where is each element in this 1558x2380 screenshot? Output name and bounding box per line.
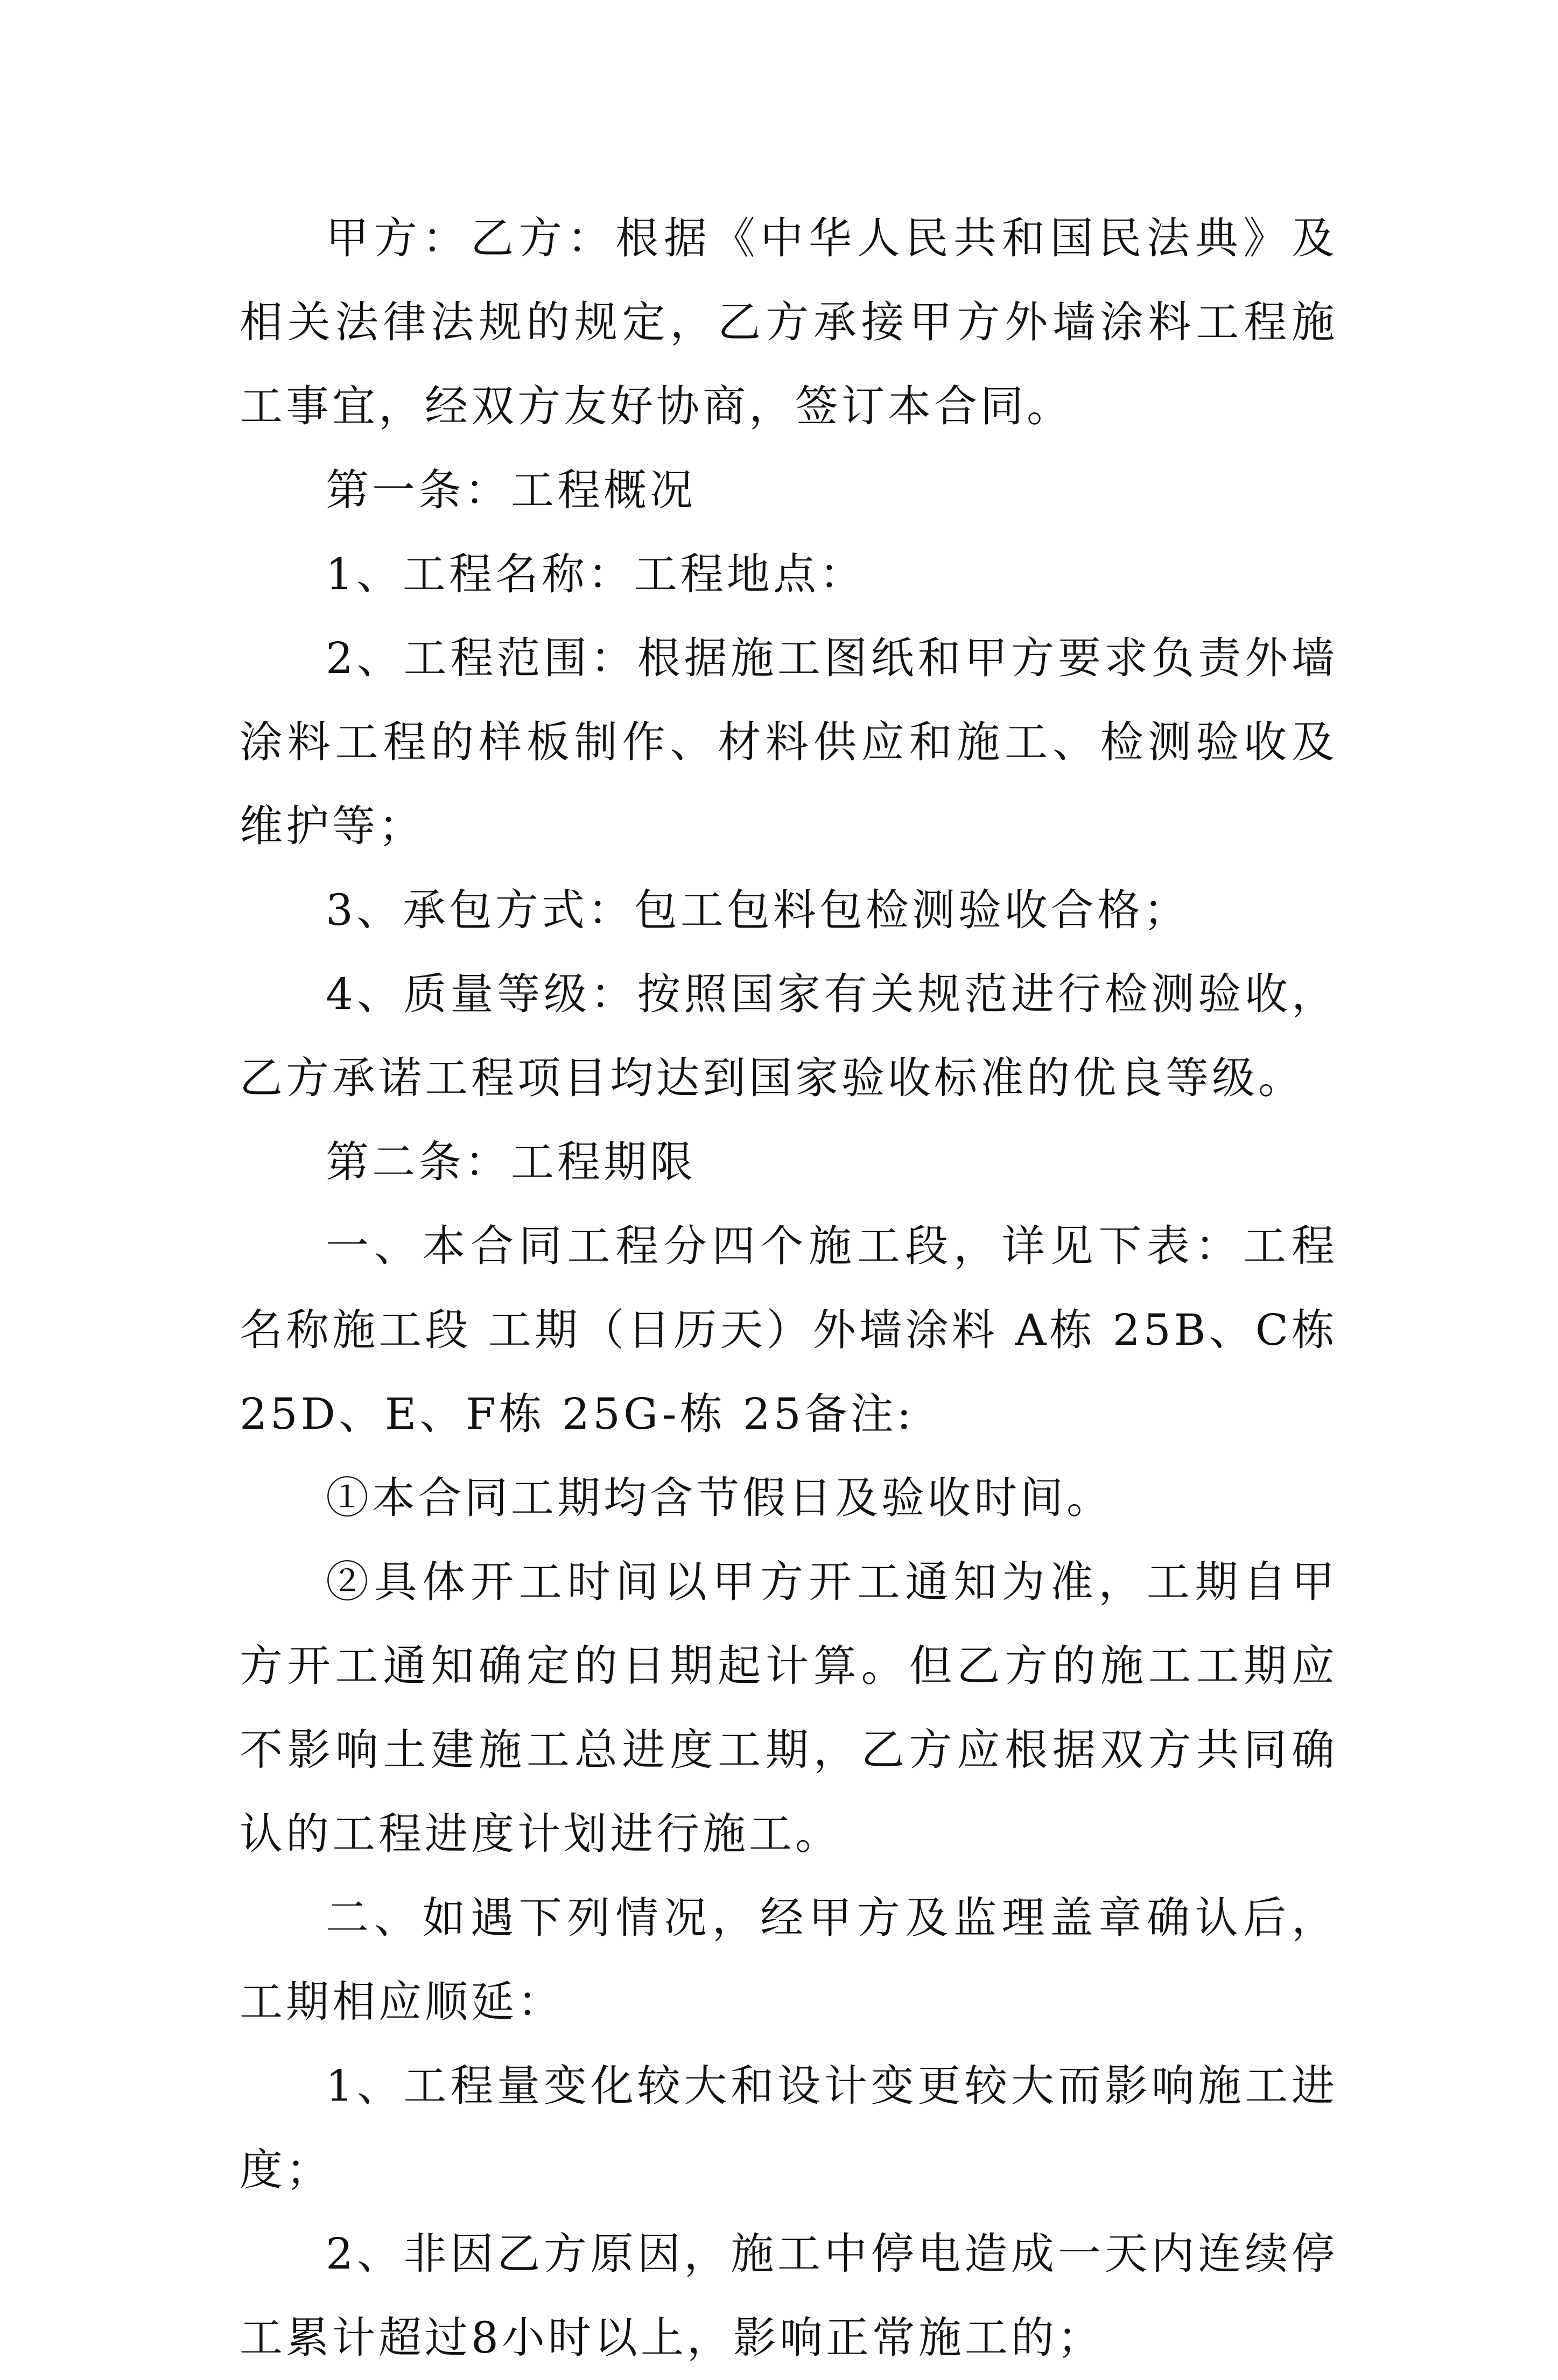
paragraph-project-scope: 2、工程范围：根据施工图纸和甲方要求负责外墙涂料工程的样板制作、材料供应和施工、检测验收及维护等； xyxy=(240,633,1338,851)
paragraph-construction-sections: 一、本合同工程分四个施工段，详见下表：工程名称施工段 工期（日历天）外墙涂料 A栋 25B、C栋 25D、E、F栋 25G-栋 25备注: xyxy=(240,1221,1338,1439)
document-body xyxy=(240,196,1338,2380)
paragraph-note-1: ①本合同工期均含节假日及验收时间。 xyxy=(326,1473,1113,1523)
paragraph-article-2-heading: 第二条：工程期限 xyxy=(326,1137,696,1187)
paragraph-article-1-heading: 第一条：工程概况 xyxy=(326,465,696,515)
paragraph-intro: 甲方：乙方：根据《中华人民共和国民法典》及相关法律法规的规定，乙方承接甲方外墙涂料工程施工事宜，经双方友好协商，签订本合同。 xyxy=(240,213,1338,431)
paragraph-extension-item-2: 2、非因乙方原因，施工中停电造成一天内连续停工累计超过8小时以上，影响正常施工的； xyxy=(240,2229,1338,2363)
paragraph-contract-method: 3、承包方式：包工包料包检测验收合格； xyxy=(326,885,1190,935)
paragraph-extension-item-1: 1、工程量变化较大和设计变更较大而影响施工进度； xyxy=(240,2061,1338,2195)
paragraph-extension-conditions: 二、如遇下列情况，经甲方及监理盖章确认后，工期相应顺延： xyxy=(240,1893,1338,2027)
paragraph-quality-grade: 4、质量等级：按照国家有关规范进行检测验收，乙方承诺工程项目均达到国家验收标准的优良等级。 xyxy=(240,969,1338,1103)
paragraph-project-name: 1、工程名称：工程地点： xyxy=(326,549,866,599)
paragraph-note-2: ②具体开工时间以甲方开工通知为准，工期自甲方开工通知确定的日期起计算。但乙方的施工工期应不影响土建施工总进度工期，乙方应根据双方共同确认的工程进度计划进行施工。 xyxy=(240,1557,1338,1859)
